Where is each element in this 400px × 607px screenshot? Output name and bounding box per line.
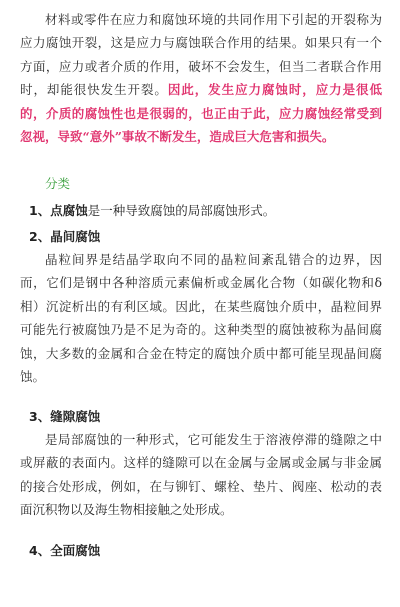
item-2-heading-text: 2、晶间腐蚀: [29, 229, 101, 244]
item-1-desc: 是一种导致腐蚀的局部腐蚀形式。: [87, 203, 276, 218]
item-2-heading: [29, 227, 100, 245]
item-3-heading: [29, 407, 100, 425]
intro-paragraph: [20, 8, 382, 148]
item-4-heading: [29, 541, 100, 559]
item-1-number: 1、: [29, 203, 51, 218]
intro-text: 材料或零件在应力和腐蚀环境的共同作用下引起的开裂称为应力腐蚀开裂，这是应力与腐蚀联合作用的结果。如果只有一个方面，应力或者介质的作用，破坏不会发生，但当二者联合作用时，却能很快发生开裂。: [20, 12, 382, 98]
intro-highlight-text: 因此，发生应力腐蚀时，应力是很低的，介质的腐蚀性也是很弱的，也正由于此，应力腐蚀经常受到忽视，导致“意外”事故不断发生，造成巨大危害和损失。: [20, 82, 382, 145]
item-2-body: 晶粒间界是结晶学取向不同的晶粒间紊乱错合的边界，因而，它们是钢中各种溶质元素偏析或金属化合物（如碳化物和δ相）沉淀析出的有利区域。因此，在某些腐蚀介质中，晶粒间界可能先行被腐蚀乃是不足为奇的。这种类型的腐蚀被称为晶间腐蚀，大多数的金属和合金在特定的腐蚀介质中都可能呈现晶间腐蚀。: [20, 252, 382, 385]
item-4-heading-text: 4、全面腐蚀: [29, 543, 101, 558]
item-1-line: [29, 201, 275, 219]
item-3-heading-text: 3、缝隙腐蚀: [29, 409, 101, 424]
section-label: 分类: [45, 176, 71, 191]
item-1-term: 点腐蚀: [50, 203, 88, 218]
item-3-body: 是局部腐蚀的一种形式，它可能发生于溶液停滞的缝隙之中或屏蔽的表面内。这样的缝隙可以在金属与金属或金属与非金属的接合处形成，例如，在与铆钉、螺栓、垫片、阀座、松动的表面沉积物以及海生物相接触之处形成。: [20, 432, 382, 518]
